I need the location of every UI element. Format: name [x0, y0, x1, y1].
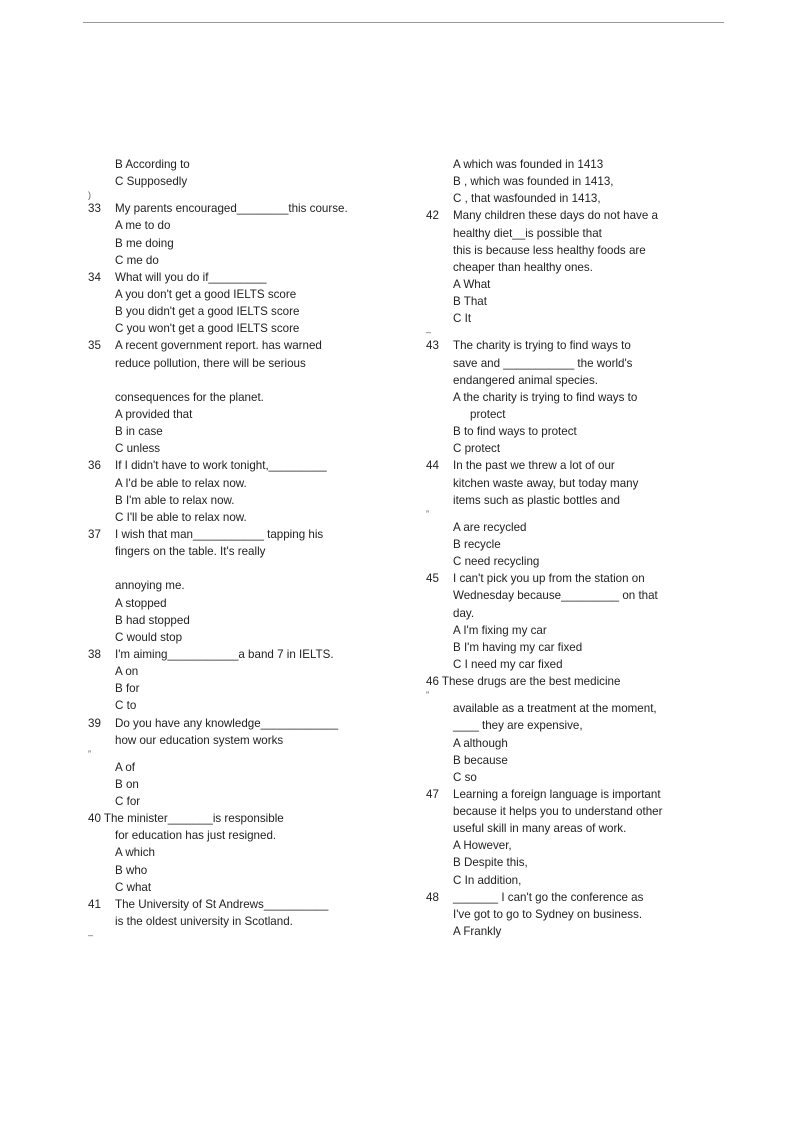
question-number: 48 [426, 890, 439, 904]
line-text: C you won't get a good IELTS score [115, 322, 300, 336]
text-line [426, 355, 726, 372]
line-text: C would stop [115, 630, 183, 644]
stray-mark [426, 509, 726, 519]
line-text: A provided that [115, 407, 193, 421]
line-text: A recent government report. has warned [115, 339, 322, 353]
text-line [88, 595, 388, 612]
question-number: 36 [88, 459, 101, 473]
text-line [88, 827, 388, 844]
question-number: 44 [426, 459, 439, 473]
line-text: C need recycling [453, 555, 540, 569]
text-line [426, 605, 726, 622]
text-line [88, 697, 388, 714]
line-text: A me to do [115, 219, 171, 233]
line-text: how our education system works [115, 733, 284, 747]
line-text: Do you have any knowledge____________ [115, 716, 339, 730]
line-text: – [88, 930, 94, 941]
line-text: B I'm having my car fixed [453, 640, 583, 654]
question-line [88, 646, 388, 663]
line-text: A stopped [115, 596, 167, 610]
line-text: is the oldest university in Scotland. [115, 915, 293, 929]
text-line [426, 673, 726, 690]
text-line [88, 844, 388, 861]
line-text: B you didn't get a good IELTS score [115, 305, 300, 319]
line-text: reduce pollution, there will be serious [115, 356, 306, 370]
left-column [88, 156, 388, 940]
line-text: fingers on the table. It's really [115, 545, 266, 559]
line-text: B That [453, 295, 487, 309]
question-number: 34 [88, 270, 101, 284]
text-line [88, 475, 388, 492]
text-line [426, 906, 726, 923]
right-column [426, 156, 726, 940]
line-text: _______ I can't go the conference as [453, 890, 644, 904]
text-line [426, 293, 726, 310]
text-line [426, 700, 726, 717]
line-text: B in case [115, 425, 163, 439]
text-line [426, 440, 726, 457]
text-line [88, 577, 388, 594]
line-text: A you don't get a good IELTS score [115, 287, 297, 301]
question-line [88, 200, 388, 217]
line-text: What will you do if_________ [115, 270, 267, 284]
line-text: endangered animal species. [453, 373, 599, 387]
line-text: items such as plastic bottles and [453, 493, 620, 507]
question-number: 39 [88, 716, 101, 730]
text-line [426, 553, 726, 570]
text-line [426, 492, 726, 509]
text-line [88, 217, 388, 234]
line-text: available as a treatment at the moment, [453, 702, 657, 716]
line-text: B Despite this, [453, 856, 528, 870]
line-text: B I'm able to relax now. [115, 493, 235, 507]
text-line [88, 629, 388, 646]
line-text: cheaper than healthy ones. [453, 260, 593, 274]
text-line [88, 759, 388, 776]
text-line [88, 423, 388, 440]
line-text: day. [453, 606, 475, 620]
line-text: C In addition, [453, 873, 522, 887]
question-number: 43 [426, 339, 439, 353]
text-line [426, 519, 726, 536]
line-text: annoying me. [115, 579, 185, 593]
stray-mark [426, 327, 726, 337]
line-text: – [426, 327, 432, 338]
text-line [88, 173, 388, 190]
text-line [88, 543, 388, 560]
line-text: ” [88, 748, 91, 759]
question-line [88, 457, 388, 474]
line-text: C Supposedly [115, 175, 188, 189]
text-line [426, 587, 726, 604]
text-line [426, 225, 726, 242]
line-text: healthy diet__is possible that [453, 226, 602, 240]
question-number: 35 [88, 339, 101, 353]
text-line [426, 923, 726, 940]
text-line [426, 872, 726, 889]
line-text: protect [470, 407, 506, 421]
text-line [88, 286, 388, 303]
text-line [88, 913, 388, 930]
line-text: kitchen waste away, but today many [453, 476, 639, 490]
text-line [88, 810, 388, 827]
text-line [426, 389, 726, 406]
question-line [426, 889, 726, 906]
line-text: B had stopped [115, 613, 190, 627]
line-text: In the past we threw a lot of our [453, 459, 615, 473]
text-line [88, 732, 388, 749]
line-text: I've got to go to Sydney on business. [453, 907, 643, 921]
text-line [426, 656, 726, 673]
text-line [88, 156, 388, 173]
line-text: B for [115, 682, 140, 696]
line-text: ) [88, 190, 91, 201]
line-text: B to find ways to protect [453, 425, 577, 439]
line-text: B According to [115, 158, 190, 171]
text-line [426, 406, 726, 423]
line-text: A although [453, 736, 508, 750]
text-line [426, 276, 726, 293]
line-text: A are recycled [453, 520, 527, 534]
line-text: ____ they are expensive, [453, 719, 583, 733]
header-rule [83, 22, 724, 23]
text-line [426, 769, 726, 786]
text-line [426, 735, 726, 752]
line-text: C I need my car fixed [453, 657, 563, 671]
line-text: C I'll be able to relax now. [115, 510, 247, 524]
line-text: My parents encouraged________this course. [115, 202, 348, 216]
text-line [88, 389, 388, 406]
text-line [426, 190, 726, 207]
text-line [88, 509, 388, 526]
question-number: 47 [426, 787, 439, 801]
text-line [88, 680, 388, 697]
text-line [88, 560, 388, 577]
line-text: A However, [453, 839, 512, 853]
text-line [88, 492, 388, 509]
line-text: C so [453, 770, 477, 784]
line-text: consequences for the planet. [115, 390, 264, 404]
line-text: save and ___________ the world's [453, 356, 633, 370]
text-line [426, 242, 726, 259]
question-line [426, 570, 726, 587]
line-text: Learning a foreign language is important [453, 787, 661, 801]
line-text: C what [115, 880, 152, 894]
text-line [426, 372, 726, 389]
text-line [426, 837, 726, 854]
line-text: this is because less healthy foods are [453, 243, 646, 257]
line-text: C to [115, 699, 137, 713]
question-line [426, 207, 726, 224]
text-line [426, 536, 726, 553]
stray-mark [88, 190, 388, 200]
question-line [88, 715, 388, 732]
text-line [88, 303, 388, 320]
question-line [88, 526, 388, 543]
line-text: B me doing [115, 236, 174, 250]
text-line [88, 663, 388, 680]
line-text: C It [453, 312, 472, 326]
stray-mark [88, 930, 388, 940]
question-line [426, 786, 726, 803]
line-text: C , that wasfounded in 1413, [453, 192, 601, 206]
line-text: A which [115, 846, 155, 860]
line-text: A I'd be able to relax now. [115, 476, 247, 490]
line-text: C me do [115, 253, 159, 267]
question-line [426, 457, 726, 474]
question-line [88, 269, 388, 286]
text-line [426, 423, 726, 440]
line-text: I'm aiming___________a band 7 in IELTS. [115, 647, 334, 661]
question-number: 45 [426, 572, 439, 586]
line-text: A on [115, 665, 139, 679]
text-line [426, 156, 726, 173]
line-text: useful skill in many areas of work. [453, 822, 627, 836]
line-text: because it helps you to understand other [453, 805, 663, 819]
text-line [426, 752, 726, 769]
text-line [426, 854, 726, 871]
text-line [88, 862, 388, 879]
question-number: 37 [88, 527, 101, 541]
line-text: B recycle [453, 537, 501, 551]
line-text: I can't pick you up from the station on [453, 572, 645, 586]
line-text: A I'm fixing my car [453, 623, 547, 637]
line-text: ” [426, 508, 429, 519]
question-line [426, 337, 726, 354]
line-text: C protect [453, 442, 501, 456]
text-line [88, 252, 388, 269]
text-line [88, 320, 388, 337]
line-text: C for [115, 795, 141, 809]
text-line [88, 879, 388, 896]
question-number: 38 [88, 647, 101, 661]
line-text: The charity is trying to find ways to [453, 339, 631, 353]
question-line [88, 337, 388, 354]
text-line [88, 355, 388, 372]
text-line [426, 820, 726, 837]
line-text: A which was founded in 1413 [453, 158, 604, 171]
line-text: A What [453, 277, 491, 291]
line-text: A of [115, 760, 135, 774]
text-line [88, 612, 388, 629]
text-line [426, 475, 726, 492]
text-line [88, 440, 388, 457]
line-text: B because [453, 753, 508, 767]
line-text: for education has just resigned. [115, 829, 277, 843]
text-line [426, 259, 726, 276]
question-line [88, 896, 388, 913]
question-number: 42 [426, 209, 439, 223]
text-line [426, 310, 726, 327]
text-line [88, 776, 388, 793]
line-text: The University of St Andrews__________ [115, 897, 329, 911]
line-text: Many children these days do not have a [453, 209, 658, 223]
text-line [426, 803, 726, 820]
text-line [426, 622, 726, 639]
line-text: B on [115, 777, 139, 791]
text-line [88, 235, 388, 252]
line-text: A the charity is trying to find ways to [453, 390, 638, 404]
line-text: 46 These drugs are the best medicine [426, 675, 621, 689]
question-number: 33 [88, 202, 101, 216]
stray-mark [88, 749, 388, 759]
question-number: 41 [88, 897, 101, 911]
line-text: I wish that man___________ tapping his [115, 527, 324, 541]
line-text: If I didn't have to work tonight,_________ [115, 459, 327, 473]
text-line [88, 406, 388, 423]
stray-mark [426, 690, 726, 700]
line-text: C unless [115, 442, 161, 456]
line-text: A Frankly [453, 925, 502, 939]
text-line [426, 173, 726, 190]
line-text: 40 The minister_______is responsible [88, 812, 284, 826]
line-text: B , which was founded in 1413, [453, 175, 614, 189]
line-text: B who [115, 863, 148, 877]
text-line [88, 793, 388, 810]
line-text: ” [426, 690, 429, 701]
text-line [426, 717, 726, 734]
line-text: Wednesday because_________ on that [453, 589, 658, 603]
text-line [88, 372, 388, 389]
text-line [426, 639, 726, 656]
